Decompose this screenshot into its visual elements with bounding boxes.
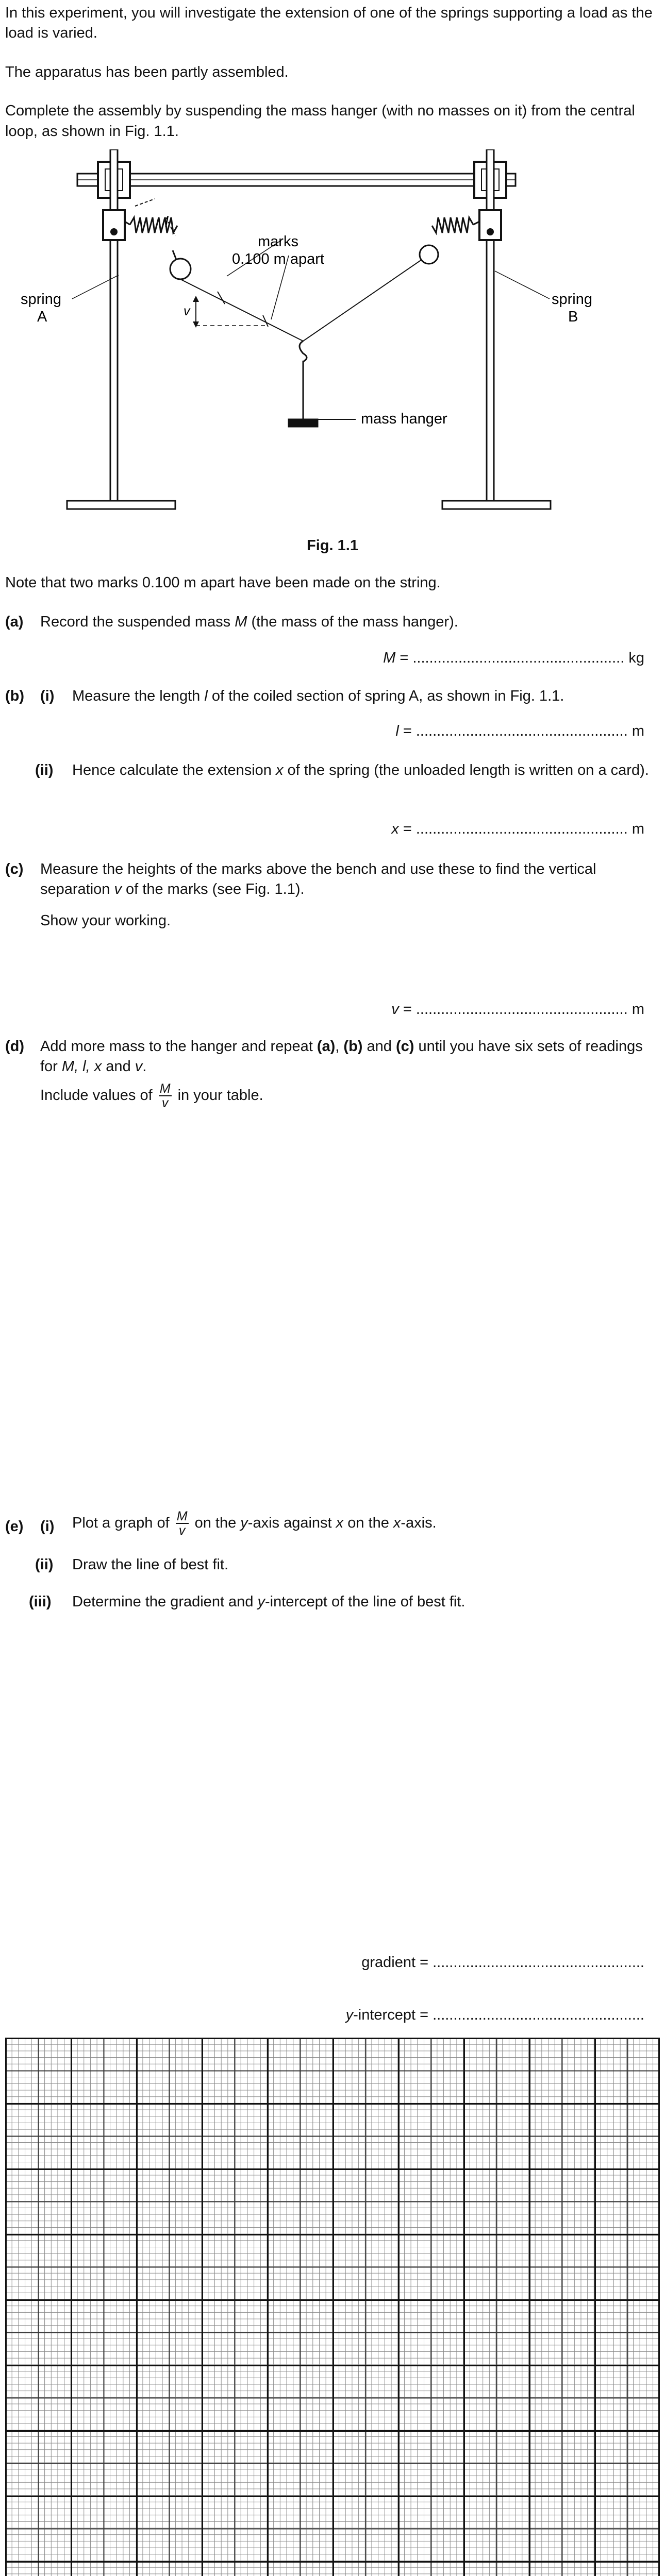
graph-paper[interactable] bbox=[5, 2038, 660, 2576]
question-b bbox=[5, 686, 660, 706]
question-e-i bbox=[5, 1509, 660, 1538]
question-c-text: Measure the heights of the marks above the bench and use these to find the vertical separation v of the marks (see Fig. 1.1). bbox=[40, 861, 596, 898]
string bbox=[180, 260, 422, 341]
question-b-i-text: Measure the length l of the coiled section of spring A, as shown in Fig. 1.1. bbox=[72, 688, 564, 704]
question-a bbox=[5, 612, 660, 632]
label-v: v bbox=[184, 304, 190, 318]
figure-caption: Fig. 1.1 bbox=[307, 537, 358, 554]
label-marks: marks bbox=[258, 233, 298, 250]
stand-rod-left bbox=[110, 149, 118, 505]
spring-clamp-left bbox=[103, 210, 125, 240]
label-marks-apart: 0.100 m apart bbox=[232, 251, 324, 267]
question-d-include: Include values of $\frac{M}{v}$ in your table. bbox=[40, 1081, 263, 1111]
question-e-iii-text: Determine the gradient and y-intercept of the line of best fit. bbox=[72, 1594, 466, 1610]
question-e-iii-label: (iii) bbox=[29, 1594, 52, 1610]
label-mass-hanger: mass hanger bbox=[361, 411, 447, 427]
stand-base-left bbox=[67, 501, 175, 509]
mass-hanger-shape bbox=[289, 341, 356, 427]
label-spring-b-letter: B bbox=[568, 309, 578, 325]
label-spring-a: spring bbox=[21, 291, 61, 308]
intro-line-2: The apparatus has been partly assembled. bbox=[5, 63, 289, 80]
question-d-text: Add more mass to the hanger and repeat (a), (b) and (c) until you have six sets of readings for M, l, x and v. bbox=[40, 1038, 643, 1075]
label-spring-b: spring bbox=[552, 291, 592, 308]
question-d bbox=[5, 1037, 660, 1075]
spring-b bbox=[420, 217, 479, 264]
intro-line-3: Complete the assembly by suspending the mass hanger (with no masses on it) from the central loop, as shown in Fig. 1.1. bbox=[5, 103, 635, 140]
question-b-ii-text: Hence calculate the extension x of the spring (the unloaded length is written on a card). bbox=[72, 762, 649, 778]
answer-line-m[interactable]: M = ................................................... kg bbox=[383, 650, 644, 666]
question-a-label: (a) bbox=[5, 614, 24, 630]
graph-major-grid bbox=[5, 2038, 660, 2576]
answer-line-x[interactable]: x = ................................................... m bbox=[391, 821, 644, 837]
question-b-label: (b) bbox=[5, 688, 25, 704]
question-a-text: Record the suspended mass M (the mass of the mass hanger). bbox=[40, 614, 458, 630]
intro-line-1: In this experiment, you will investigate the extension of one of the springs supporting a load as the load is varied. bbox=[5, 5, 653, 42]
stand-rod-right bbox=[487, 149, 494, 505]
spring-a bbox=[125, 217, 191, 279]
question-d-label: (d) bbox=[5, 1038, 25, 1055]
question-e-ii-text: Draw the line of best fit. bbox=[72, 1556, 229, 1573]
question-e-i-label: (i) bbox=[40, 1518, 55, 1535]
question-b-ii-label: (ii) bbox=[35, 762, 54, 778]
question-c bbox=[5, 859, 660, 898]
intro-text bbox=[5, 3, 660, 142]
label-spring-a-letter: A bbox=[37, 309, 47, 325]
note-text: Note that two marks 0.100 m apart have been made on the string. bbox=[5, 574, 441, 591]
answer-line-intercept[interactable]: y-intercept = ................................................... bbox=[345, 2007, 644, 2023]
question-c-show-working: Show your working. bbox=[40, 912, 171, 929]
answer-line-v[interactable]: v = ................................................... m bbox=[391, 1001, 644, 1018]
answer-line-l[interactable]: l = ................................................... m bbox=[395, 723, 644, 739]
question-c-label: (c) bbox=[5, 861, 24, 877]
question-e-i-text: Plot a graph of $\frac{M}{v}$ on the y-axis against x on the x-axis. bbox=[72, 1509, 437, 1538]
question-e-ii-label: (ii) bbox=[35, 1556, 54, 1573]
label-l: l bbox=[165, 214, 169, 230]
apparatus-figure bbox=[0, 149, 665, 520]
spring-clamp-right bbox=[479, 210, 501, 240]
answer-line-gradient[interactable]: gradient = ................................................... bbox=[361, 1954, 644, 1971]
question-b-i-label: (i) bbox=[40, 688, 55, 704]
question-e-label: (e) bbox=[5, 1518, 24, 1535]
stand-base-right bbox=[442, 501, 551, 509]
